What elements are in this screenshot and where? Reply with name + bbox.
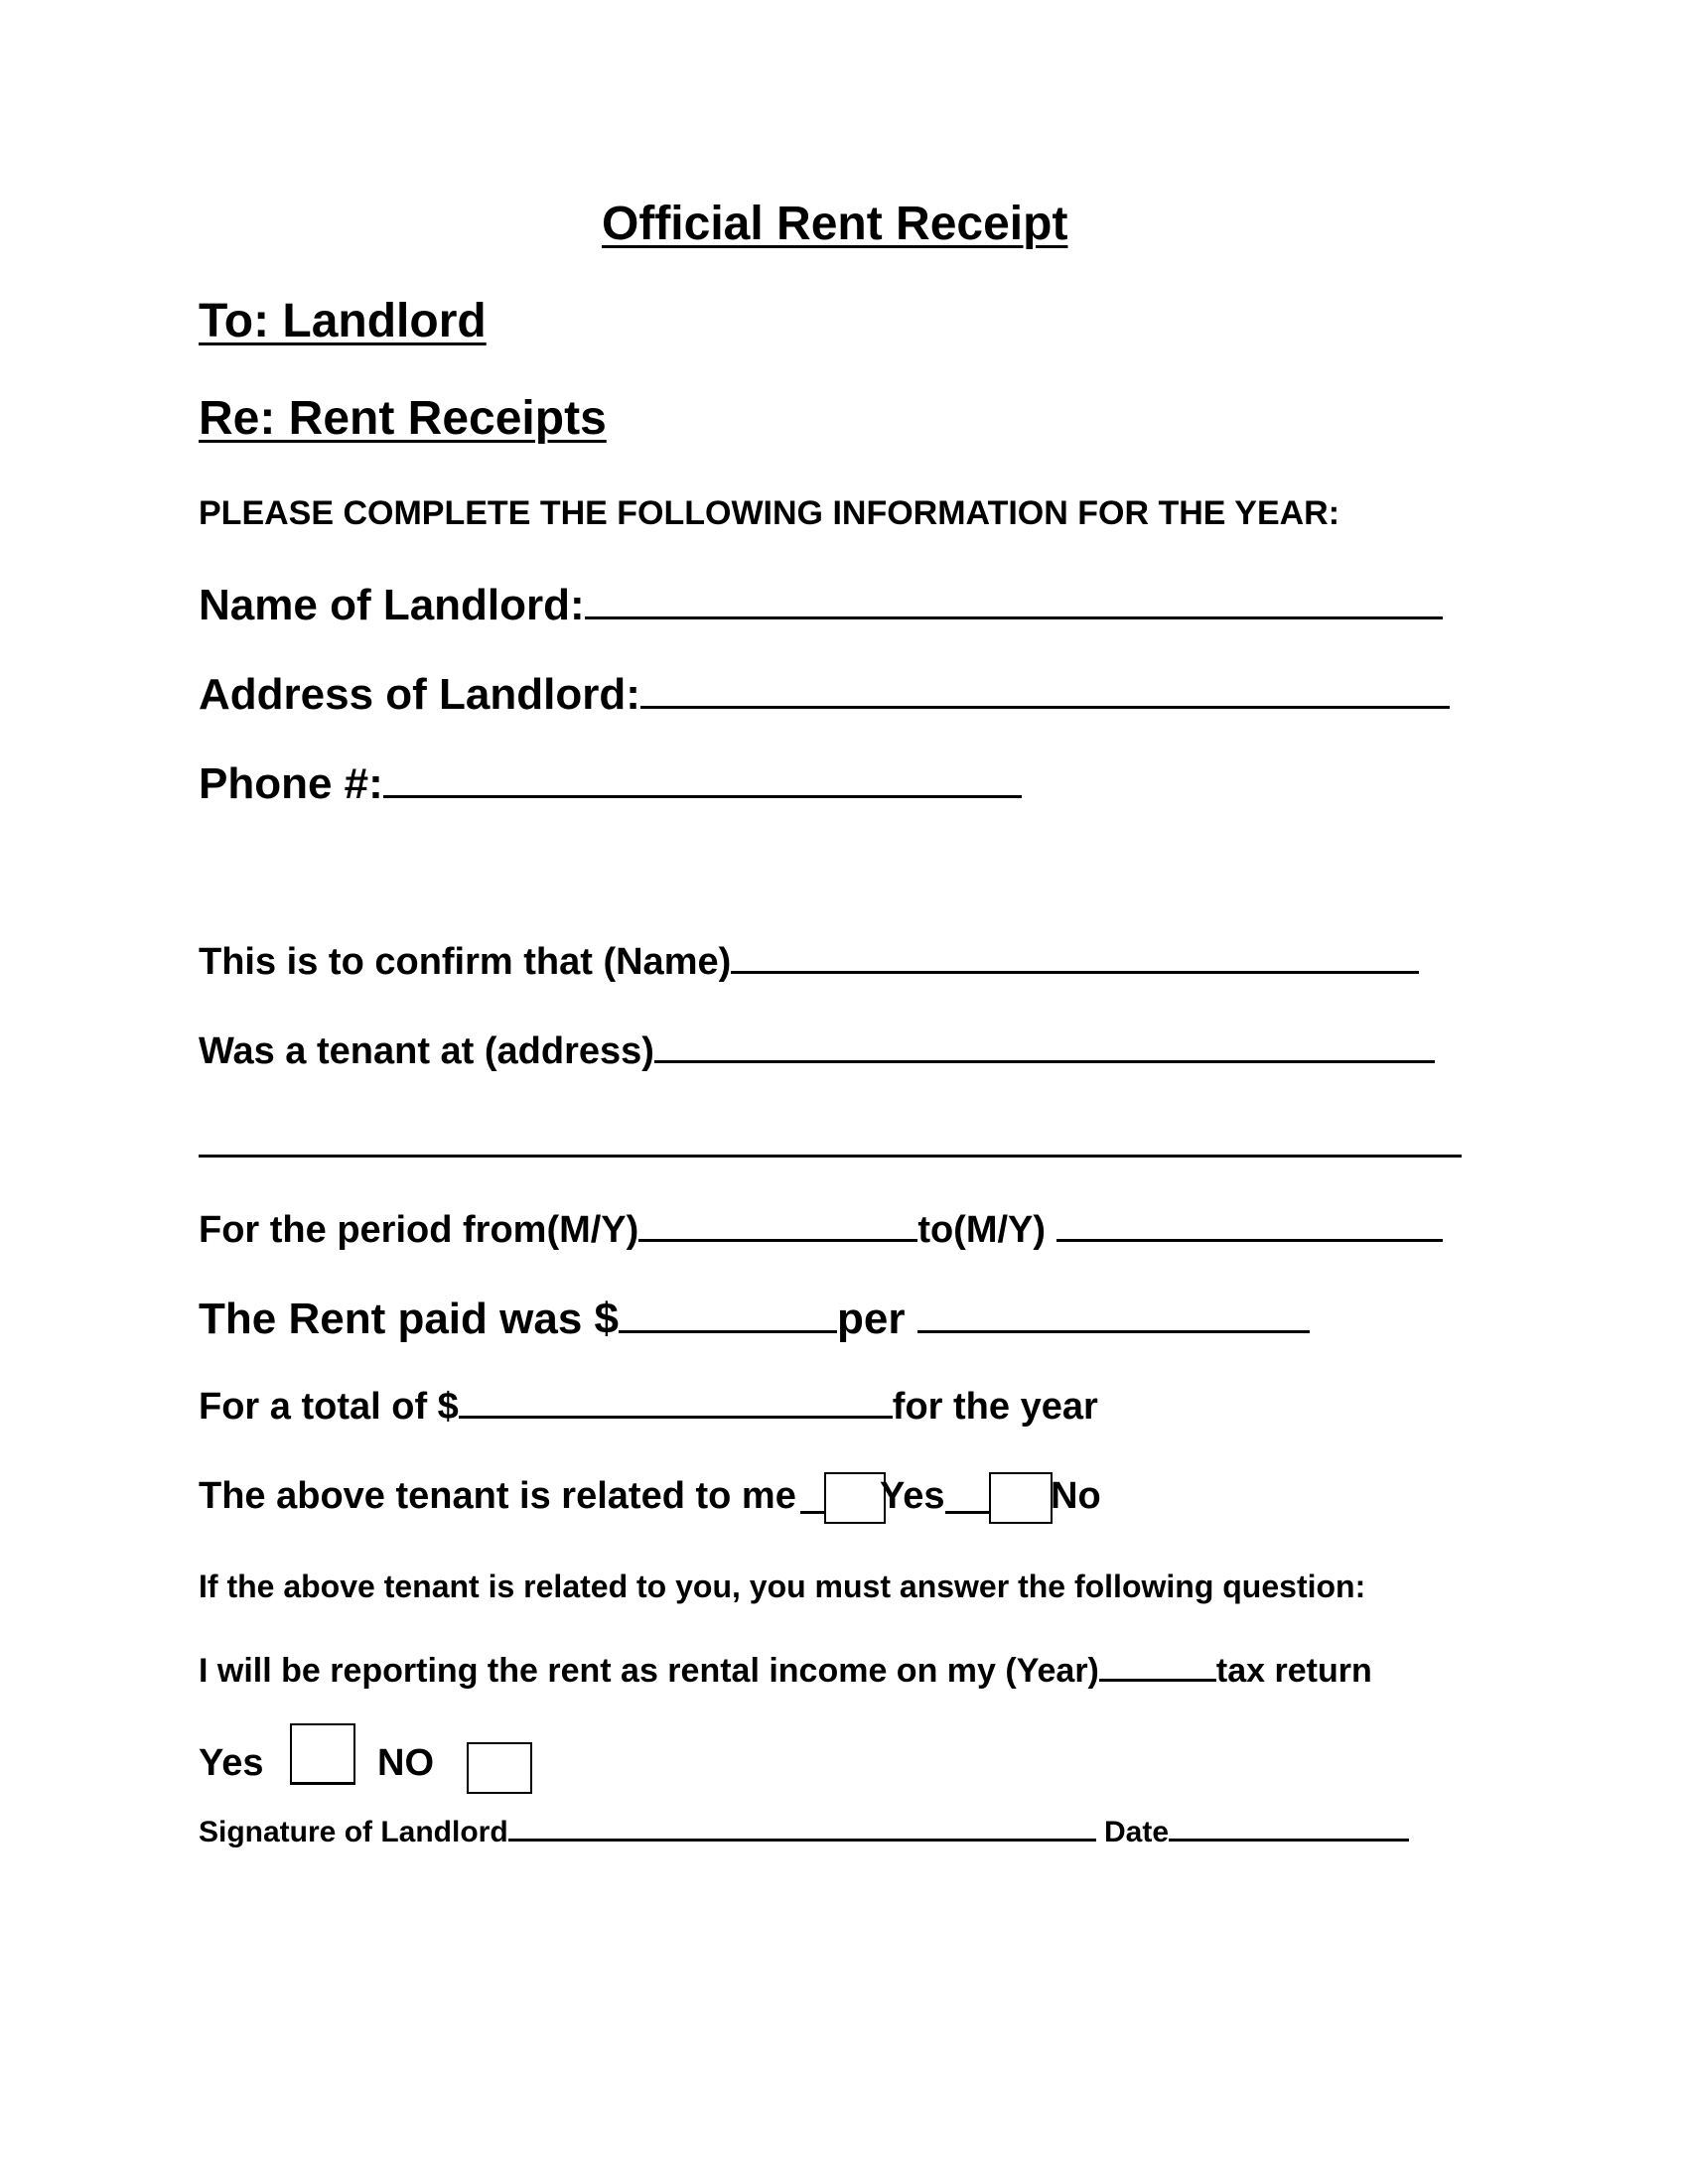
phone-field[interactable] — [383, 794, 1022, 798]
landlord-name-label: Name of Landlord: — [199, 581, 585, 629]
related-label: The above tenant is related to me — [199, 1475, 796, 1517]
reporting-no-checkbox[interactable] — [467, 1742, 532, 1794]
related-note: If the above tenant is related to you, you must answer the following question: — [199, 1569, 1366, 1604]
reporting-suffix: tax return — [1215, 1652, 1372, 1690]
reporting-no-label: NO — [377, 1742, 434, 1784]
total-row — [199, 1388, 1098, 1426]
related-no-checkbox[interactable] — [989, 1472, 1053, 1524]
related-no-label: No — [1051, 1475, 1101, 1517]
reporting-yes-label: Yes — [199, 1742, 264, 1784]
landlord-address-label: Address of Landlord: — [199, 670, 640, 719]
signature-field[interactable] — [508, 1838, 1096, 1842]
reporting-year-field[interactable] — [1099, 1678, 1216, 1682]
related-row — [199, 1477, 796, 1515]
landlord-address-row — [199, 670, 1450, 719]
rent-row — [199, 1297, 1310, 1341]
period-row — [199, 1211, 1443, 1249]
re-line: Re: Rent Receipts — [199, 392, 607, 445]
confirm-row — [199, 943, 1419, 981]
tenant-address-field[interactable] — [654, 1059, 1435, 1063]
reporting-row — [199, 1654, 1372, 1688]
related-no-pre-line — [945, 1510, 989, 1514]
rent-label: The Rent paid was $ — [199, 1295, 619, 1343]
date-field[interactable] — [1169, 1838, 1409, 1842]
landlord-name-row — [199, 581, 1443, 629]
reporting-label: I will be reporting the rent as rental income on my (Year) — [199, 1652, 1099, 1690]
reporting-yes-checkbox[interactable] — [290, 1723, 355, 1785]
signature-label: Signature of Landlord — [199, 1816, 508, 1848]
landlord-name-field[interactable] — [585, 615, 1443, 619]
tenant-address-label: Was a tenant at (address) — [199, 1030, 654, 1072]
period-to-field[interactable] — [1056, 1238, 1443, 1242]
phone-row — [199, 759, 1022, 808]
rent-amount-field[interactable] — [619, 1329, 837, 1333]
tenant-address-line-2[interactable] — [199, 1154, 1462, 1158]
tenant-address-row — [199, 1032, 1435, 1070]
signature-row — [199, 1818, 1409, 1847]
to-line: To: Landlord — [199, 295, 487, 347]
period-from-field[interactable] — [638, 1238, 917, 1242]
confirm-label: This is to confirm that (Name) — [199, 941, 732, 983]
form-title: Official Rent Receipt — [602, 198, 1068, 250]
rent-period-field[interactable] — [917, 1329, 1310, 1333]
total-suffix: for the year — [892, 1386, 1098, 1428]
confirm-name-field[interactable] — [731, 970, 1419, 974]
per-label: per — [836, 1295, 906, 1343]
related-yes-label: Yes — [880, 1475, 945, 1517]
total-label: For a total of $ — [199, 1386, 459, 1428]
period-from-label: For the period from(M/Y) — [199, 1209, 639, 1251]
period-to-label: to(M/Y) — [917, 1209, 1047, 1251]
instruction-text: PLEASE COMPLETE THE FOLLOWING INFORMATION FOR THE YEAR: — [199, 494, 1340, 532]
related-yes-pre-line — [800, 1510, 824, 1514]
phone-label: Phone #: — [199, 759, 383, 808]
landlord-address-field[interactable] — [640, 705, 1450, 709]
date-label: Date — [1104, 1816, 1170, 1848]
related-yes-checkbox[interactable] — [824, 1472, 886, 1524]
total-amount-field[interactable] — [459, 1415, 893, 1419]
